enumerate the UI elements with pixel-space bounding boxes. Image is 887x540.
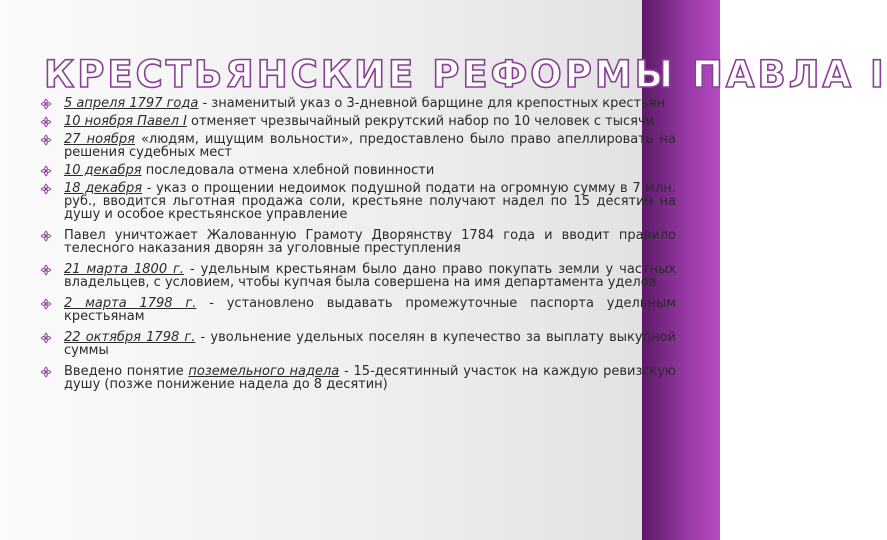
date-label: 22 октября 1798 г.: [64, 330, 196, 345]
date-label: 21 марта 1800 г.: [64, 262, 185, 277]
list-item: [40, 164, 676, 177]
date-label: 18 декабря: [64, 181, 143, 196]
date-label: 5 апреля 1797 года: [64, 96, 199, 111]
item-text: - удельным крестьянам было дано право покупать земли у частных владельцев, с условием, чтобы купчая была совершена на имя департамента уделов: [64, 262, 676, 290]
fleuron-icon: [40, 264, 53, 277]
fleuron-icon: [40, 230, 53, 243]
date-label: 10 декабря: [64, 163, 142, 178]
item-text: - установлено выдавать промежуточные паспорта удельным крестьянам: [64, 296, 676, 324]
fleuron-icon: [40, 165, 53, 178]
list-item: [40, 331, 676, 357]
list-item: [40, 133, 676, 159]
item-text: - знаменитый указ о 3-дневной барщине для крепостных крестьян: [198, 96, 666, 111]
list-item: [40, 263, 676, 289]
fleuron-icon: [40, 98, 53, 111]
fleuron-icon: [40, 183, 53, 196]
fleuron-icon: [40, 116, 53, 129]
list-item: [40, 97, 676, 110]
term-label: поземельного надела: [188, 364, 340, 379]
list-item: [40, 229, 676, 255]
list-item: [40, 297, 676, 323]
fleuron-icon: [40, 366, 53, 379]
fleuron-icon: [40, 298, 53, 311]
item-text: - указ о прощении недоимок подушной подати на огромную сумму в 7 млн. руб., вводится льготная продажа соли, крестьяне получают надел по 15 десятин на душу и особое крестьянское управление: [64, 181, 676, 222]
item-text: последовала отмена хлебной повинности: [141, 163, 435, 178]
item-text: - 15-десятинный участок на каждую ревизскую душу (позже понижение надела до 8 десятин): [64, 364, 676, 392]
item-text-prefix: Введено понятие: [64, 364, 189, 379]
fleuron-icon: [40, 134, 53, 147]
item-text: «людям, ищущим вольности», предоставлено было право апеллировать на решения судебных мест: [64, 132, 676, 160]
item-text: Павел уничтожает Жалованную Грамоту Дворянству 1784 года и вводит правило телесного наказания дворян за уголовные преступления: [64, 228, 676, 256]
list-item: [40, 182, 676, 221]
slide-title: КРЕСТЬЯНСКИЕ РЕФОРМЫ ПАВЛА I: [44, 53, 887, 96]
item-text: отменяет чрезвычайный рекрутский набор по 10 человек с тысячи: [186, 114, 655, 129]
date-label: 2 марта 1798 г.: [64, 296, 197, 311]
bullet-list: [40, 97, 676, 391]
date-label: 10 ноября Павел I: [64, 114, 187, 129]
date-label: 27 ноября: [64, 132, 135, 147]
item-text: - увольнение удельных поселян в купечество за выплату выкупной суммы: [64, 330, 676, 358]
fleuron-icon: [40, 332, 53, 345]
list-item: [40, 115, 676, 128]
list-item: [40, 365, 676, 391]
